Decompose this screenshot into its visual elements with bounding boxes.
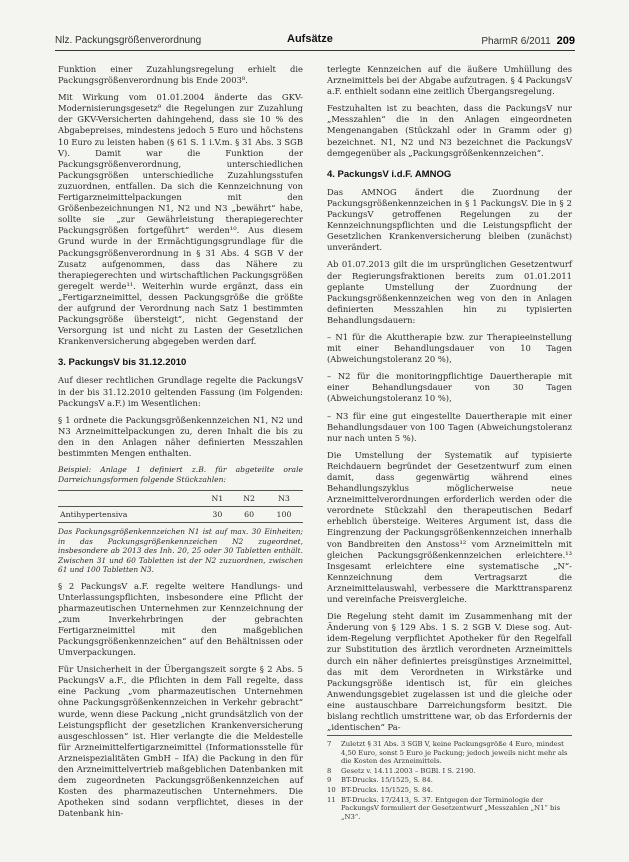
footnote: 7 Zuletzt § 31 Abs. 3 SGB V, keine Packungsgröße 4 Euro, mindest 4,50 Euro, sonst 5 Euro je Packung; jedoch jeweils nicht mehr als die Kosten des Arzneimittels.	[327, 740, 568, 766]
section-heading: 4. PackungsV i.d.F. AMNOG	[327, 168, 452, 180]
section-heading: 3. PackungsV bis 31.12.2010	[58, 357, 187, 369]
footnotes	[327, 735, 572, 822]
left-column	[58, 64, 303, 825]
list-item: – N3 für eine gut eingestellte Dauertherapie mit einer Behandlungsdauer von 100 Tagen (Abweichungstoleranz nur nach unten 5 %).	[327, 410, 572, 443]
paragraph: Für Unsicherheit in der Übergangszeit sorgte § 2 Abs. 5 PackungsV a.F., die Pflichten in dem Fall regelte, dass eine Packung „vom pharmazeutischen Unternehmen ohne Packungsgrößenkennzeichen in Verkehr gebracht“ wurde, wenn diese Packung „nicht grundsätzlich von der Leistungspflicht der gesetzlichen Krankenversicherung ausgeschlossen“ ist. Hier verlangte die die Meldestelle für Arzneimittelfertigarzneimittel (Informationsstelle für Arzneispezialitäten GmbH – IfA) die Packung in den für den Arzneimittelvertrieb maßgeblichen Datenbanken mit dem zugeordneten Packungsgrößenkennzeichen auf Kosten des pharmazeutischen Unternehmers. Die Apotheken sind sodann verpflichtet, dieses in der Datenbank hin-	[58, 664, 303, 819]
table-header-cell	[58, 491, 201, 507]
table-cell: 30	[201, 507, 233, 523]
journal-name: PharmR 6/2011	[481, 36, 551, 47]
paragraph: Das AMNOG ändert die Zuordnung der Packungsgrößenkennzeichen in § 1 PackungsV. Die in § 2 PackungsV getroffenen Regelungen zu der Kennzeichnungspflichten und die Leistungspflicht der Gesetzlichen Krankenversicherung bleiben (zunächst) unverändert.	[327, 186, 572, 253]
paragraph: § 1 ordnete die Packungsgrößenkennzeichen N1, N2 und N3 Arzneimittelpackungen zu, deren Inhalt die bis zu den in den Anlagen näher definierten Messzahlen bestimmten Mengen enthalten.	[58, 414, 303, 458]
pack-size-table	[58, 490, 303, 523]
header-section: Aufsätze	[287, 33, 333, 45]
list-item: – N2 für die monitoringpflichtige Dauertherapie mit einer Behandlungsdauer von 30 Tagen (Abweichungstoleranz 10 %),	[327, 371, 572, 404]
paragraph: Die Umstellung der Systematik auf typisierte Reichdauern begründet der Gesetzentwurf zum einen damit, dass gegenwärtig während eines Behandlungszyklus möglicherweise neue Arzneimittelverordnungen erforderlich werden oder die verordnete Stückzahl den therapeutischen Bedarf erheblich übersteige. Weiteres Argument ist, dass die Eingrenzung der Packungsgrößenkennzeichen innerhalb von Bandbreiten den Anstoss¹² vom Arzneimitteln mit gleichen Packungsgrößenkennzeichen erleichtere.¹³ Insgesamt erleichtere eine systematische „N“-Kennzeichnung dem Vertragsarzt die Arzneimittelauswahl, verbessere die Markttransparenz und vereinfache Preisvergleiche.	[327, 449, 572, 605]
table-cell: Antihypertensiva	[58, 507, 201, 523]
paragraph: Funktion einer Zuzahlungsregelung erhielt die Packungsgrößenverordnung bis Ende 2003⁸.	[58, 64, 303, 86]
table-caption: Beispiel: Anlage 1 definiert z.B. für abgeteilte orale Darreichungsformen folgende Stückzahlen:	[58, 465, 303, 484]
paragraph: Die Regelung steht damit im Zusammenhang mit der Änderung von § 129 Abs. 1 S. 2 SGB V. Diese sog. Aut-idem-Regelung verpflichtet Apotheker für den Regelfall zur Substitution des ärztlich verordneten Arzneimittels durch ein näher definiertes preisgünstiges Arzneimittel, das mit dem Verordneten in Wirkstärke und Packungsgröße identisch ist, für ein gleiches Anwendungsgebiet zugelassen ist und die gleiche oder eine austauschbare Darreichungsform besitzt. Die bislang rechtlich umstrittene war, ob das Erfordernis der „identischen“ Pa-	[327, 611, 572, 733]
table-row	[58, 507, 303, 523]
table-cell: 100	[265, 507, 303, 523]
paragraph: terlegte Kennzeichen auf die äußere Umhüllung des Arzneimittels bei der Abgabe aufzutragen. § 4 PackungsV a.F. enthielt sodann eine zeitlich Übergangsregelung.	[327, 64, 572, 97]
footnote: 8 Gesetz v. 14.11.2003 – BGBl. I S. 2190.	[327, 766, 476, 775]
paragraph: § 2 PackungsV a.F. regelte weitere Handlungs- und Unterlassungspflichten, insbesondere eine Pflicht der pharmazeutischen Unternehmen zur Kennzeichnung der „zum Inverkehrbringen der gebrachten Fertigarzneimittel mit den maßgeblichen Packungsgrößenkennzeichen“ auf den Behältnissen oder Umverpackungen.	[58, 580, 303, 658]
paragraph: Auf dieser rechtlichen Grundlage regelte die PackungsV in der bis 31.12.2010 geltenden Fassung (im Folgenden: PackungsV a.F.) im Wesentlichen:	[58, 375, 303, 408]
table-note: Das Packungsgrößenkennzeichen N1 ist auf max. 30 Einheiten; in das Packungsgrößenkennzeichen N2 zugeordnet, insbesondere ab 2013 des Inh. 20, 25 oder 30 Tabletten enthält. Zwischen 31 und 60 Tabletten ist der N2 zuzuordnen, zwischen 61 und 100 Tabletten N3.	[58, 527, 303, 575]
footnote: 9 BT-Drucks. 15/1525, S. 84.	[327, 776, 433, 785]
right-column	[327, 64, 572, 739]
paragraph: Mit Wirkung vom 01.01.2004 änderte das GKV-Modernisierungsgesetz⁹ die Regelungen zur Zuzahlung der GKV-Versicherten dahingehend, dass sie 10 % des Abgabepreises, mindestens jedoch 5 Euro und höchstens 10 Euro zu leisten haben (§ 61 S. 1 i.V.m. § 31 Abs. 3 SGB V). Damit war die Funktion der Packungsgrößenverordnung, unterschiedlichen Packungsgrößen unterschiedliche Zuzahlungsstufen zuzuordnen, entfallen. Da sich die Kennzeichnung von Fertigarzneimittelpackungen mit den Größenbezeichnungen N1, N2 und N3 „bewährt“ habe, sollte sie „zur Gewährleistung therapiegerechter Packungsgrößen fortgeführt“ werden¹⁰. Aus diesem Grund wurde in der Ermächtigungsgrundlage für die Packungsgrößenverordnung in § 31 Abs. 4 SGB V der Zusatz aufgenommen, dass das Nähere zu therapiegerechten und wirtschaftlichen Packungsgrößen geregelt werde¹¹. Weiterhin wurde ergänzt, dass ein „Fertigarzneimittel, dessen Packungsgröße die größte der aufgrund der Verordnung nach Satz 1 bestimmten Packungsgröße übersteigt“, nicht Gegenstand der Versorgung ist und nicht zu Lasten der Gesetzlichen Krankenversicherung abgegeben werden darf.	[58, 92, 303, 347]
table-header-cell: N2	[233, 491, 265, 507]
page-number: 209	[556, 35, 575, 47]
paragraph: Ab 01.07.2013 gilt die im ursprünglichen Gesetzentwurf der Regierungsfraktionen bereits zum 01.01.2011 geplante Umstellung der Zuordnung der Packungsgrößenkennzeichen weg von den in Anlagen definierten Messzahlen hin zu typisierten Behandlungsdauern:	[327, 259, 572, 325]
paragraph: Festzuhalten ist zu beachten, dass die PackungsV nur „Messzahlen“ die in den Anlagen eingeordneten Mengenangaben (Stückzahl oder in Gramm oder g) bezeichnet. N1, N2 und N3 bezeichnet die PackungsV demgegenüber als „Packungsgrößenkennzeichen“.	[327, 103, 572, 158]
header-topic: Nlz. Packungsgrößenverordnung	[55, 35, 202, 46]
footnote: 10 BT-Drucks. 15/1525, S. 84.	[327, 785, 433, 794]
header-journal	[481, 35, 575, 47]
table-cell: 60	[233, 507, 265, 523]
table-header-cell: N1	[201, 491, 233, 507]
running-header	[55, 30, 575, 51]
table-header-cell: N3	[265, 491, 303, 507]
footnote: 11 BT-Drucks. 17/2413, S. 37. Entgegen der Terminologie der PackungsV formuliert der Gesetzentwurf „Messzahlen „N1“ bis „N3“.	[327, 795, 561, 821]
list-item: – N1 für die Akuttherapie bzw. zur Therapieeinstellung mit einer Behandlungsdauer von 10 Tagen (Abweichungstoleranz 20 %),	[327, 331, 572, 365]
